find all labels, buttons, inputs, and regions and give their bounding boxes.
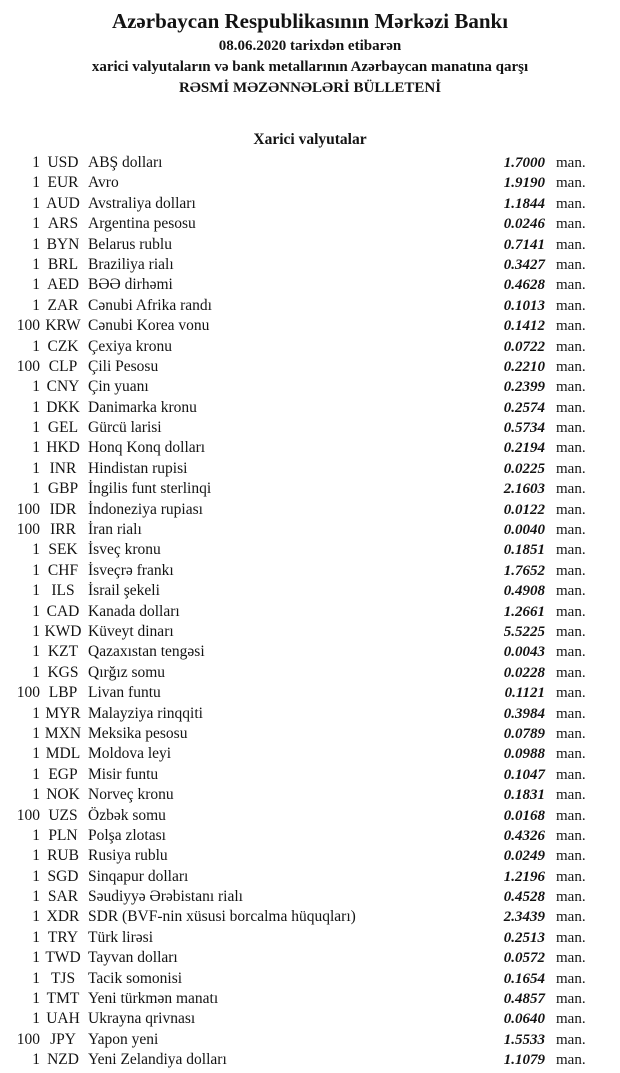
currency-name-cell: İndoneziya rupiası <box>88 500 203 518</box>
scope-line: xarici valyutaların və bank metallarının Azərbaycan manatına qarşı <box>91 59 529 75</box>
rate-value-cell: 0.7141 <box>503 236 545 253</box>
unit-cell: man. <box>556 889 586 906</box>
unit-cell: man. <box>556 868 586 885</box>
rate-row <box>0 1030 600 1050</box>
currency-name-cell: Hindistan rupisi <box>88 459 188 477</box>
nominal-cell: 1 <box>32 724 40 742</box>
currency-code-cell: GBP <box>47 480 79 498</box>
rate-value-cell: 1.1079 <box>503 1052 545 1069</box>
rate-row <box>0 969 600 989</box>
currency-name-cell: İsveç kronu <box>88 541 161 559</box>
currency-code-cell: EUR <box>47 174 79 192</box>
nominal-cell: 1 <box>32 235 40 253</box>
unit-cell: man. <box>556 746 586 763</box>
rate-value-cell: 0.2513 <box>503 929 545 946</box>
unit-cell: man. <box>556 501 586 518</box>
nominal-cell: 1 <box>32 419 40 437</box>
rate-row <box>0 459 600 479</box>
rate-value-cell: 0.3427 <box>503 256 545 273</box>
currency-name-cell: Malayziya rinqqiti <box>88 704 203 722</box>
unit-cell: man. <box>556 318 586 335</box>
currency-name-cell: Sinqapur dolları <box>88 867 189 885</box>
currency-code-cell: CAD <box>46 602 80 620</box>
unit-cell: man. <box>556 522 586 539</box>
currency-name-cell: Qazaxıstan tengəsi <box>88 643 205 661</box>
rate-row <box>0 520 600 540</box>
nominal-cell: 100 <box>16 684 40 702</box>
rate-value-cell: 0.0040 <box>503 522 545 539</box>
nominal-cell: 1 <box>32 439 40 457</box>
rate-value-cell: 0.0168 <box>503 807 545 824</box>
currency-code-cell: BYN <box>46 235 80 253</box>
rate-row <box>0 602 600 622</box>
currency-name-cell: Qırğız somu <box>88 663 166 681</box>
rate-row <box>0 438 600 458</box>
currency-code-cell: NZD <box>47 1051 79 1069</box>
currency-name-cell: Misir funtu <box>88 765 159 783</box>
rate-row <box>0 398 600 418</box>
nominal-cell: 1 <box>32 826 40 844</box>
nominal-cell: 1 <box>32 928 40 946</box>
rate-value-cell: 0.1851 <box>503 542 545 559</box>
nominal-cell: 1 <box>32 663 40 681</box>
currency-code-cell: ARS <box>47 215 79 233</box>
rate-value-cell: 0.2194 <box>503 440 545 457</box>
rate-value-cell: 0.0988 <box>503 746 545 763</box>
rate-value-cell: 0.4908 <box>503 583 545 600</box>
nominal-cell: 1 <box>32 990 40 1008</box>
currency-code-cell: INR <box>49 459 77 477</box>
nominal-cell: 1 <box>32 480 40 498</box>
currency-name-cell: Çin yuanı <box>88 378 149 396</box>
unit-cell: man. <box>556 929 586 946</box>
rate-row <box>0 887 600 907</box>
rate-row <box>0 642 600 662</box>
nominal-cell: 100 <box>16 1030 40 1048</box>
unit-cell: man. <box>556 970 586 987</box>
nominal-cell: 1 <box>32 174 40 192</box>
unit-cell: man. <box>556 1052 586 1069</box>
rate-row <box>0 826 600 846</box>
unit-cell: man. <box>556 297 586 314</box>
currency-code-cell: CZK <box>47 337 79 355</box>
unit-cell: man. <box>556 1031 586 1048</box>
rate-value-cell: 0.1013 <box>503 297 545 314</box>
currency-name-cell: Braziliya rialı <box>88 255 174 273</box>
unit-cell: man. <box>556 991 586 1008</box>
currency-code-cell: NOK <box>46 786 80 804</box>
currency-code-cell: SEK <box>48 541 78 559</box>
rate-value-cell: 1.2196 <box>503 868 545 885</box>
currency-code-cell: KZT <box>47 643 79 661</box>
nominal-cell: 1 <box>32 194 40 212</box>
rate-row <box>0 663 600 683</box>
currency-name-cell: Avstraliya dolları <box>88 194 196 212</box>
rate-row <box>0 867 600 887</box>
rate-row <box>0 235 600 255</box>
rate-row <box>0 622 600 642</box>
rate-value-cell: 0.2210 <box>503 358 545 375</box>
unit-cell: man. <box>556 256 586 273</box>
currency-code-cell: USD <box>47 154 79 171</box>
rate-row <box>0 724 600 744</box>
unit-cell: man. <box>556 623 586 640</box>
effective-date-line: 08.06.2020 tarixdən etibarən <box>218 38 402 54</box>
rate-value-cell: 0.0572 <box>503 950 545 967</box>
rate-row <box>0 928 600 948</box>
unit-cell: man. <box>556 155 586 171</box>
rate-row <box>0 846 600 866</box>
rate-value-cell: 1.7000 <box>503 155 545 171</box>
nominal-cell: 1 <box>32 255 40 273</box>
currency-name-cell: Rusiya rublu <box>88 847 168 865</box>
currency-name-cell: Çili Pesosu <box>88 357 159 375</box>
unit-cell: man. <box>556 277 586 294</box>
unit-cell: man. <box>556 236 586 253</box>
nominal-cell: 1 <box>32 398 40 416</box>
nominal-cell: 1 <box>32 215 40 233</box>
rate-value-cell: 1.5533 <box>503 1031 545 1048</box>
unit-cell: man. <box>556 583 586 600</box>
rate-value-cell: 0.4326 <box>503 827 545 844</box>
rate-row <box>0 806 600 826</box>
currency-name-cell: Yeni türkmən manatı <box>88 990 219 1008</box>
unit-cell: man. <box>556 685 586 702</box>
rate-value-cell: 0.0225 <box>503 460 545 477</box>
nominal-cell: 1 <box>32 1051 40 1069</box>
bank-title: Azərbaycan Respublikasının Mərkəzi Bankı <box>111 9 509 33</box>
currency-code-cell: TJS <box>50 969 76 987</box>
unit-cell: man. <box>556 766 586 783</box>
unit-cell: man. <box>556 644 586 661</box>
nominal-cell: 1 <box>32 704 40 722</box>
nominal-cell: 1 <box>32 582 40 600</box>
currency-name-cell: Gürcü larisi <box>88 419 162 437</box>
currency-name-cell: Avro <box>88 174 119 192</box>
unit-cell: man. <box>556 542 586 559</box>
currency-code-cell: EGP <box>48 765 78 783</box>
currency-code-cell: TRY <box>47 928 79 946</box>
currency-name-cell: SDR (BVF-nin xüsusi borcalma hüquqları) <box>88 908 356 926</box>
currency-name-cell: Çexiya kronu <box>88 337 172 355</box>
currency-code-cell: BRL <box>47 255 79 273</box>
nominal-cell: 1 <box>32 276 40 294</box>
unit-cell: man. <box>556 460 586 477</box>
rate-value-cell: 1.9190 <box>503 175 545 192</box>
nominal-cell: 1 <box>32 541 40 559</box>
rate-row <box>0 765 600 785</box>
unit-cell: man. <box>556 420 586 437</box>
nominal-cell: 1 <box>32 786 40 804</box>
rate-value-cell: 0.1412 <box>503 318 545 335</box>
nominal-cell: 1 <box>32 459 40 477</box>
unit-cell: man. <box>556 562 586 579</box>
currency-name-cell: Tayvan dolları <box>88 949 178 967</box>
rate-row <box>0 561 600 581</box>
nominal-cell: 1 <box>32 296 40 314</box>
unit-cell: man. <box>556 664 586 681</box>
currency-code-cell: MDL <box>45 745 81 763</box>
rate-value-cell: 0.0789 <box>503 725 545 742</box>
rate-row <box>0 1050 600 1070</box>
nominal-cell: 100 <box>16 521 40 539</box>
currency-code-cell: MXN <box>44 724 82 742</box>
nominal-cell: 1 <box>32 745 40 763</box>
currency-name-cell: Türk lirəsi <box>88 928 153 946</box>
currency-name-cell: Honq Konq dolları <box>88 439 206 457</box>
currency-name-cell: Danimarka kronu <box>88 398 197 416</box>
currency-code-cell: ZAR <box>47 296 79 314</box>
rate-row <box>0 581 600 601</box>
currency-code-cell: AED <box>47 276 79 294</box>
unit-cell: man. <box>556 399 586 416</box>
currency-name-cell: Cənubi Afrika randı <box>88 296 212 314</box>
rate-value-cell: 0.0722 <box>503 338 545 355</box>
unit-cell: man. <box>556 827 586 844</box>
rate-row <box>0 540 600 560</box>
currency-code-cell: MYR <box>45 704 81 722</box>
currency-code-cell: KGS <box>47 663 79 681</box>
currency-code-cell: XDR <box>46 908 80 926</box>
currency-code-cell: SAR <box>47 888 79 906</box>
rate-value-cell: 1.1844 <box>503 195 545 212</box>
rate-value-cell: 0.4528 <box>503 889 545 906</box>
rate-value-cell: 0.0122 <box>503 501 545 518</box>
rate-row <box>0 173 600 193</box>
currency-code-cell: AUD <box>46 194 80 212</box>
unit-cell: man. <box>556 807 586 824</box>
currency-name-cell: Livan funtu <box>88 684 161 702</box>
currency-code-cell: HKD <box>46 439 80 457</box>
nominal-cell: 1 <box>32 888 40 906</box>
rate-row <box>0 377 600 397</box>
currency-name-cell: Tacik somonisi <box>88 969 183 987</box>
currency-code-cell: DKK <box>46 398 80 416</box>
unit-cell: man. <box>556 603 586 620</box>
currency-name-cell: BƏƏ dirhəmi <box>88 276 173 294</box>
nominal-cell: 1 <box>32 1010 40 1028</box>
rate-row <box>0 704 600 724</box>
rate-row <box>0 989 600 1009</box>
unit-cell: man. <box>556 950 586 967</box>
rate-value-cell: 0.4628 <box>503 277 545 294</box>
currency-code-cell: CNY <box>46 378 80 396</box>
unit-cell: man. <box>556 338 586 355</box>
currency-name-cell: Argentina pesosu <box>88 215 196 233</box>
rate-row <box>0 500 600 520</box>
rate-value-cell: 1.2661 <box>503 603 545 620</box>
currency-code-cell: PLN <box>48 826 78 844</box>
nominal-cell: 100 <box>16 806 40 824</box>
currency-code-cell: KWD <box>44 622 82 640</box>
currency-name-cell: Səudiyyə Ərəbistanı rialı <box>88 888 243 906</box>
rate-value-cell: 0.0640 <box>503 1011 545 1028</box>
rate-value-cell: 0.1831 <box>503 787 545 804</box>
currency-name-cell: Meksika pesosu <box>88 724 188 742</box>
unit-cell: man. <box>556 379 586 396</box>
rate-row <box>0 479 600 499</box>
section-title-foreign-currencies: Xarici valyutalar <box>253 131 367 148</box>
rate-row <box>0 418 600 438</box>
nominal-cell: 1 <box>32 908 40 926</box>
unit-cell: man. <box>556 481 586 498</box>
unit-cell: man. <box>556 1011 586 1028</box>
currency-name-cell: İsrail şekeli <box>88 582 160 600</box>
currency-code-cell: KRW <box>45 317 81 335</box>
rate-value-cell: 0.1047 <box>503 766 545 783</box>
rate-row <box>0 214 600 234</box>
rate-value-cell: 2.1603 <box>503 481 545 498</box>
rate-value-cell: 0.5734 <box>503 420 545 437</box>
rate-value-cell: 0.4857 <box>503 991 545 1008</box>
rate-row <box>0 255 600 275</box>
nominal-cell: 1 <box>32 154 40 171</box>
nominal-cell: 1 <box>32 643 40 661</box>
currency-name-cell: Kanada dolları <box>88 602 180 620</box>
rate-value-cell: 1.7652 <box>503 562 545 579</box>
currency-name-cell: Küveyt dinarı <box>88 622 174 640</box>
unit-cell: man. <box>556 358 586 375</box>
rate-row <box>0 275 600 295</box>
rate-row <box>0 296 600 316</box>
rate-value-cell: 0.2574 <box>503 399 545 416</box>
nominal-cell: 1 <box>32 949 40 967</box>
unit-cell: man. <box>556 909 586 926</box>
unit-cell: man. <box>556 216 586 233</box>
currency-name-cell: Cənubi Korea vonu <box>88 317 210 335</box>
nominal-cell: 1 <box>32 337 40 355</box>
nominal-cell: 1 <box>32 969 40 987</box>
currency-code-cell: TMT <box>46 990 80 1008</box>
nominal-cell: 1 <box>32 602 40 620</box>
currency-name-cell: ABŞ dolları <box>88 154 163 171</box>
currency-name-cell: Ukrayna qrivnası <box>88 1010 196 1028</box>
currency-code-cell: UZS <box>48 806 78 824</box>
rate-value-cell: 2.3439 <box>503 909 545 926</box>
currency-code-cell: LBP <box>48 684 78 702</box>
unit-cell: man. <box>556 440 586 457</box>
currency-name-cell: Polşa zlotası <box>88 826 166 844</box>
currency-code-cell: IDR <box>49 500 77 518</box>
currency-name-cell: Özbək somu <box>88 806 166 824</box>
rate-row <box>0 785 600 805</box>
nominal-cell: 1 <box>32 847 40 865</box>
rate-row <box>0 194 600 214</box>
currency-code-cell: JPY <box>50 1030 76 1048</box>
rate-row <box>0 337 600 357</box>
currency-name-cell: Moldova leyi <box>88 745 172 763</box>
currency-name-cell: Norveç kronu <box>88 786 174 804</box>
rate-value-cell: 0.3984 <box>503 705 545 722</box>
unit-cell: man. <box>556 195 586 212</box>
currency-code-cell: RUB <box>47 847 79 865</box>
rate-row <box>0 744 600 764</box>
rate-value-cell: 5.5225 <box>503 623 545 640</box>
currency-code-cell: ILS <box>51 582 75 600</box>
currency-code-cell: TWD <box>45 949 81 967</box>
rates-table <box>0 153 620 1071</box>
rate-row <box>0 683 600 703</box>
currency-name-cell: İran rialı <box>88 521 142 539</box>
rate-value-cell: 0.0228 <box>503 664 545 681</box>
rate-row <box>0 357 600 377</box>
rate-value-cell: 0.2399 <box>503 379 545 396</box>
nominal-cell: 1 <box>32 622 40 640</box>
currency-code-cell: SGD <box>47 867 79 885</box>
currency-code-cell: CHF <box>47 561 79 579</box>
currency-code-cell: UAH <box>46 1010 80 1028</box>
nominal-cell: 1 <box>32 561 40 579</box>
rate-value-cell: 0.0043 <box>503 644 545 661</box>
rate-row <box>0 316 600 336</box>
rate-value-cell: 0.1121 <box>504 685 545 702</box>
nominal-cell: 1 <box>32 765 40 783</box>
currency-code-cell: IRR <box>50 521 76 539</box>
currency-name-cell: İsveçrə frankı <box>88 561 174 579</box>
nominal-cell: 100 <box>16 317 40 335</box>
unit-cell: man. <box>556 705 586 722</box>
currency-name-cell: Yeni Zelandiya dolları <box>88 1051 227 1069</box>
unit-cell: man. <box>556 725 586 742</box>
unit-cell: man. <box>556 787 586 804</box>
bulletin-title: RƏSMİ MƏZƏNNƏLƏRİ BÜLLETENİ <box>178 80 442 96</box>
nominal-cell: 100 <box>16 357 40 375</box>
currency-name-cell: Belarus rublu <box>88 235 172 253</box>
nominal-cell: 1 <box>32 378 40 396</box>
nominal-cell: 100 <box>16 500 40 518</box>
rate-value-cell: 0.1654 <box>503 970 545 987</box>
rate-row <box>0 1009 600 1029</box>
currency-name-cell: İngilis funt sterlinqi <box>88 480 212 498</box>
currency-code-cell: GEL <box>47 419 79 437</box>
rate-row <box>0 907 600 927</box>
currency-code-cell: CLP <box>48 357 78 375</box>
rate-value-cell: 0.0249 <box>503 848 545 865</box>
unit-cell: man. <box>556 848 586 865</box>
rate-row <box>0 948 600 968</box>
nominal-cell: 1 <box>32 867 40 885</box>
currency-name-cell: Yapon yeni <box>88 1030 159 1048</box>
rate-row <box>0 153 600 173</box>
rate-value-cell: 0.0246 <box>503 216 545 233</box>
unit-cell: man. <box>556 175 586 192</box>
